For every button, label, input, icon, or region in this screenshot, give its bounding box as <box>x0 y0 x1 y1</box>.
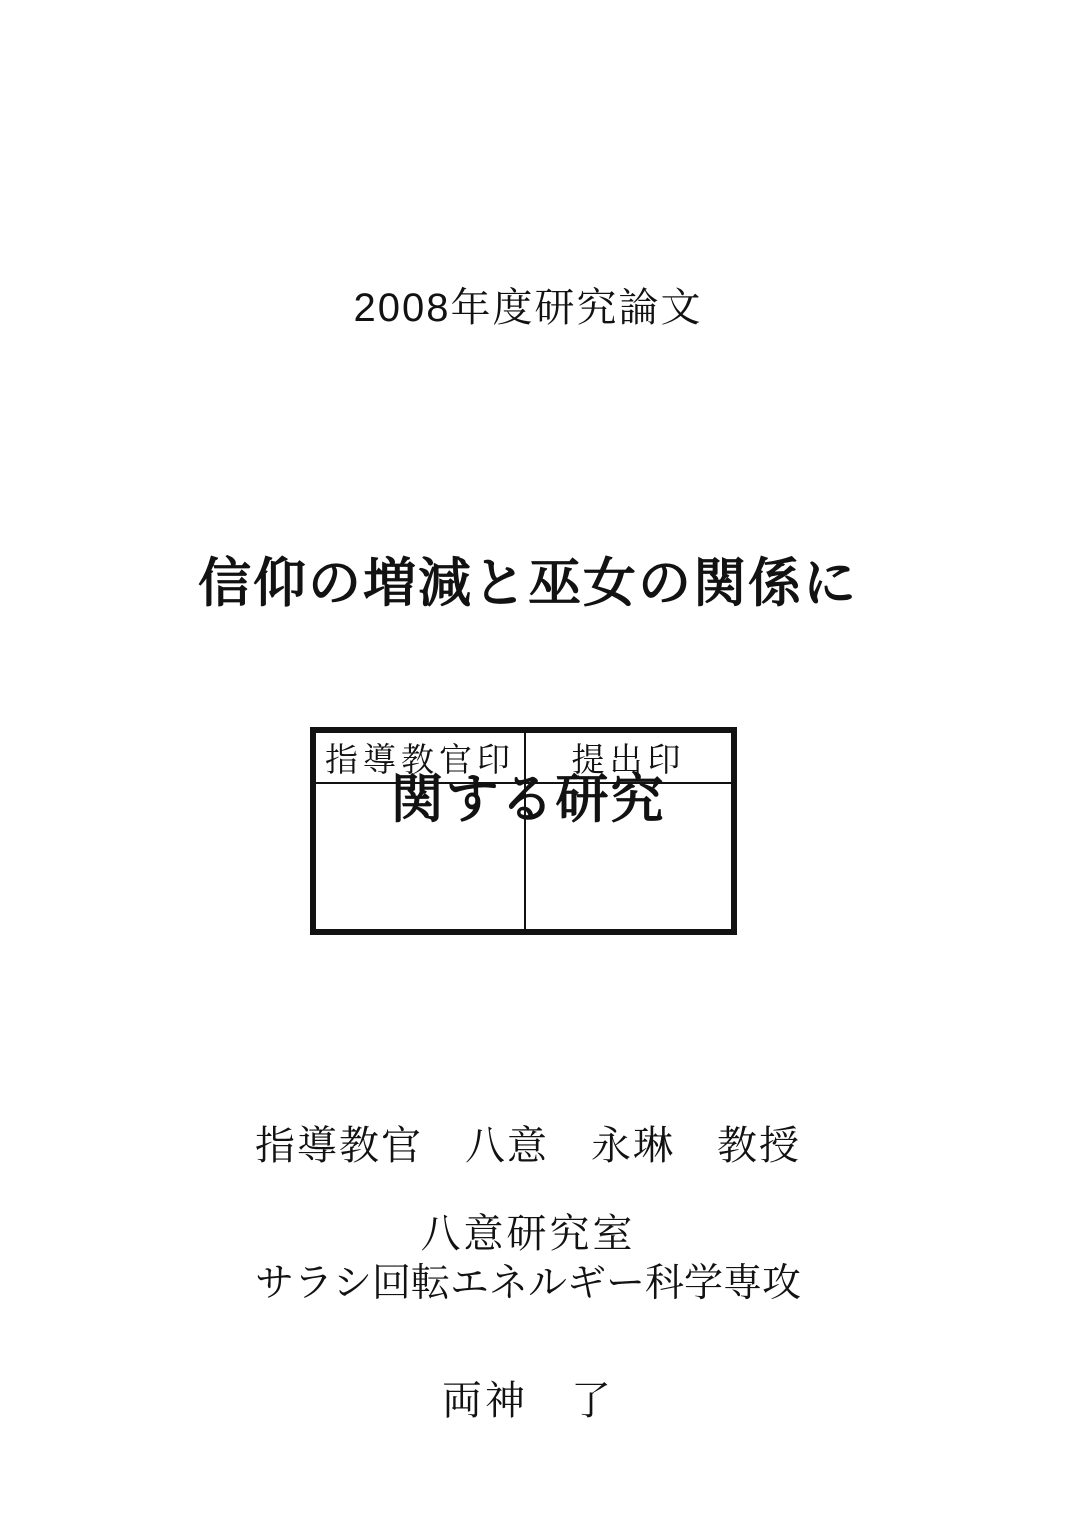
author-name-line: 両神 了 <box>442 1379 614 1423</box>
stamp-table-header-submission-seal: 提出印 <box>571 741 686 778</box>
stamp-table-header-row <box>316 733 731 784</box>
laboratory-line: 八意研究室 <box>420 1212 636 1256</box>
stamp-table-cell-advisor-seal <box>316 784 526 929</box>
stamp-table <box>310 727 737 935</box>
thesis-title-line-1: 信仰の増減と巫女の関係に <box>198 554 858 613</box>
year-heading: 2008年度研究論文 <box>353 286 703 330</box>
thesis-title-line-2: 関する研究 <box>390 770 666 829</box>
stamp-table-cell-submission-seal <box>526 784 731 929</box>
stamp-table-body-row <box>316 784 731 929</box>
advisor-name-line: 指導教官 八意 永琳 教授 <box>255 1124 801 1168</box>
major-line: サラシ回転エネルギー科学専攻 <box>254 1262 801 1305</box>
stamp-table-header-advisor-seal: 指導教官印 <box>316 733 526 782</box>
